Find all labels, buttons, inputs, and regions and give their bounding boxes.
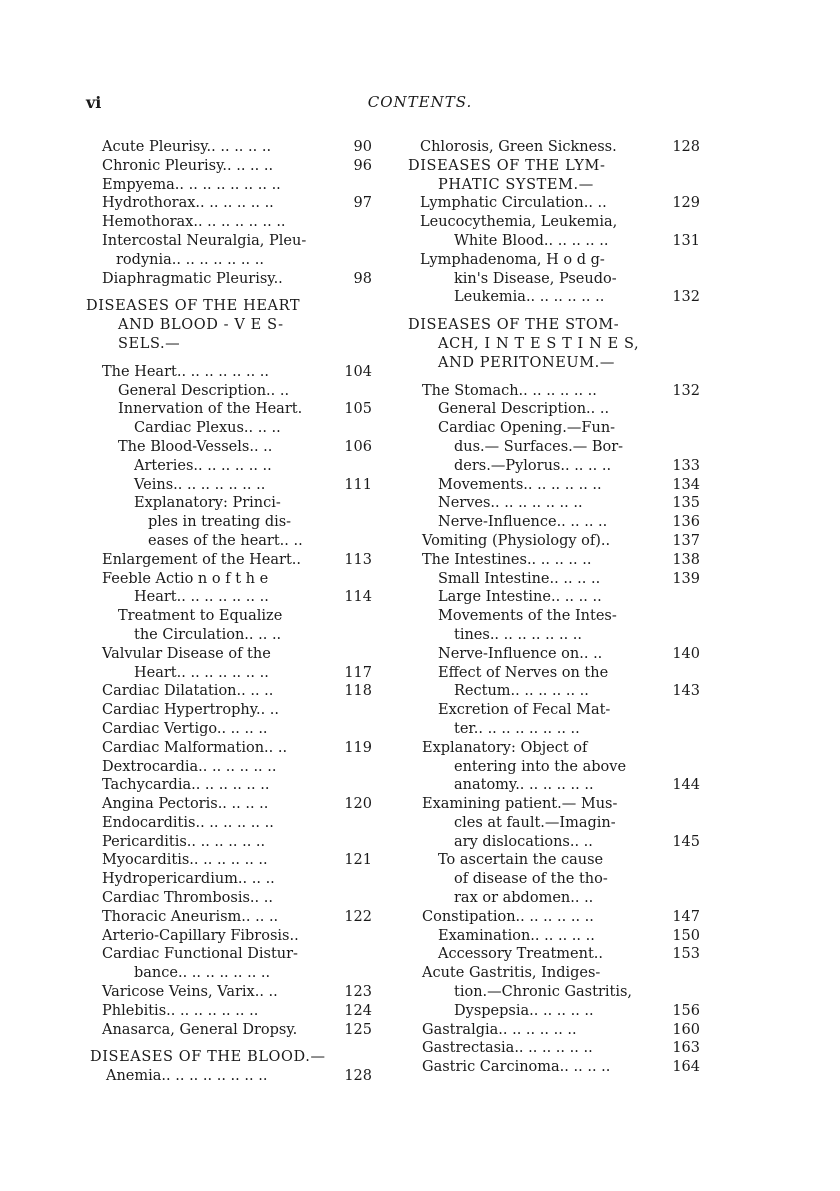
toc-entry (86, 983, 372, 1002)
toc-entry (86, 814, 372, 833)
toc-entry (408, 476, 700, 495)
entry-text: Phlebitis.. .. .. .. .. .. .. (102, 1002, 259, 1019)
entry-page-number: 134 (672, 476, 700, 493)
toc-entry (408, 494, 700, 513)
section-heading (408, 335, 700, 354)
entry-text: Explanatory: Object of (422, 739, 588, 756)
entry-text: anatomy.. .. .. .. .. .. (454, 777, 594, 794)
toc-entry (86, 795, 372, 814)
entry-text: Lymphadenoma, H o d g- (420, 251, 605, 268)
entry-text: Chlorosis, Green Sickness. (420, 139, 617, 155)
entry-text: rax or abdomen.. .. (454, 890, 594, 907)
entry-text: Heart.. .. .. .. .. .. .. (134, 664, 269, 681)
entry-page-number: 143 (672, 683, 700, 700)
toc-entry (408, 682, 700, 701)
toc-entry (86, 570, 372, 589)
entry-text: ary dislocations.. .. (454, 833, 593, 850)
entry-text: AND BLOOD - V E S- (118, 317, 284, 334)
section-heading (86, 316, 372, 335)
entry-page-number: 124 (344, 1002, 372, 1019)
entry-text: Intercostal Neuralgia, Pleu- (102, 232, 307, 249)
entry-page-number: 139 (672, 570, 700, 587)
entry-text: PHATIC SYSTEM.— (438, 176, 594, 193)
entry-text: of disease of the tho- (454, 871, 608, 888)
entry-page-number: 128 (672, 139, 700, 155)
entry-text: DISEASES OF THE STOM- (408, 317, 620, 334)
section-heading (408, 157, 700, 176)
entry-text: Movements of the Intes- (438, 608, 617, 625)
entry-text: tines.. .. .. .. .. .. .. (454, 626, 583, 643)
toc-right-column (408, 138, 700, 1077)
entry-text: Cardiac Opening.—Fun- (438, 420, 616, 437)
entry-text: ders.—Pylorus.. .. .. .. (454, 457, 612, 474)
entry-text: Myocarditis.. .. .. .. .. .. (102, 852, 268, 869)
entry-text: Cardiac Plexus.. .. .. (134, 420, 281, 437)
toc-entry (86, 870, 372, 889)
toc-entry (408, 551, 700, 570)
entry-text: General Description.. .. (438, 401, 610, 418)
entry-page-number: 131 (672, 232, 700, 249)
entry-text: Accessory Treatment.. (438, 946, 604, 963)
entry-text: Veins.. .. .. .. .. .. .. (134, 476, 266, 493)
page-header (0, 93, 840, 117)
entry-page-number: 144 (672, 777, 700, 794)
entry-page-number: 140 (672, 645, 700, 662)
toc-entry (86, 363, 372, 382)
section-heading (408, 354, 700, 373)
toc-entry (86, 382, 372, 401)
entry-page-number: 105 (344, 401, 372, 418)
toc-entry (408, 607, 700, 626)
entry-text: Hydropericardium.. .. .. (102, 871, 275, 888)
toc-entry (408, 513, 700, 532)
entry-page-number: 150 (672, 927, 700, 944)
toc-entry (408, 1058, 700, 1077)
toc-entry (86, 645, 372, 664)
toc-entry (408, 945, 700, 964)
entry-text: The Blood-Vessels.. .. (118, 438, 273, 455)
toc-entry (86, 1002, 372, 1021)
entry-text: bance.. .. .. .. .. .. .. (134, 965, 271, 982)
toc-entry (86, 927, 372, 946)
entry-text: Acute Pleurisy.. .. .. .. .. (102, 139, 272, 155)
entry-page-number: 156 (672, 1002, 700, 1019)
entry-text: ter.. .. .. .. .. .. .. .. (454, 720, 580, 737)
entry-page-number: 117 (344, 664, 372, 681)
entry-text: Endocarditis.. .. .. .. .. .. (102, 814, 274, 831)
entry-text: Valvular Disease of the (102, 645, 271, 662)
toc-entry (86, 513, 372, 532)
page-title: CONTENTS. (367, 93, 473, 111)
entry-text: Cardiac Functional Distur- (102, 946, 298, 963)
toc-entry (86, 1021, 372, 1040)
page-number: vi (86, 93, 102, 112)
entry-text: Nerve-Influence on.. .. (438, 645, 603, 662)
toc-entry (86, 476, 372, 495)
toc-entry (86, 494, 372, 513)
entry-page-number: 135 (672, 495, 700, 512)
toc-entry (408, 588, 700, 607)
entry-text: Diaphragmatic Pleurisy.. (102, 270, 283, 287)
toc-entry (86, 532, 372, 551)
toc-entry (86, 889, 372, 908)
entry-text: The Intestines.. .. .. .. .. (422, 551, 592, 568)
entry-text: SELS.— (118, 335, 181, 352)
entry-text: General Description.. .. (118, 382, 290, 399)
toc-entry (408, 288, 700, 307)
entry-text: cles at fault.—Imagin- (454, 814, 616, 831)
entry-text: Leucocythemia, Leukemia, (420, 214, 618, 231)
toc-entry (86, 157, 372, 176)
entry-text: DISEASES OF THE HEART (86, 298, 301, 315)
toc-entry (408, 382, 700, 401)
toc-entry (86, 964, 372, 983)
entry-text: AND PERITONEUM.— (438, 354, 615, 371)
toc-entry (86, 270, 372, 289)
entry-page-number: 125 (344, 1021, 372, 1038)
entry-text: Anemia.. .. .. .. .. .. .. .. (106, 1068, 268, 1085)
entry-text: Arteries.. .. .. .. .. .. (134, 457, 272, 474)
entry-text: DISEASES OF THE BLOOD.— (90, 1049, 326, 1066)
entry-text: Constipation.. .. .. .. .. .. (422, 908, 594, 925)
entry-text: Anasarca, General Dropsy. (102, 1021, 298, 1038)
toc-entry (86, 232, 372, 251)
entry-text: Cardiac Dilatation.. .. .. (102, 683, 274, 700)
toc-entry (408, 532, 700, 551)
entry-text: Movements.. .. .. .. .. .. (438, 476, 602, 493)
entry-text: Feeble Actio n o f t h e (102, 570, 269, 587)
entry-page-number: 96 (353, 157, 372, 174)
entry-page-number: 138 (672, 551, 700, 568)
toc-entry (408, 419, 700, 438)
entry-text: Cardiac Malformation.. .. (102, 739, 288, 756)
entry-page-number: 111 (344, 476, 372, 493)
toc-entry (408, 776, 700, 795)
toc-entry (408, 701, 700, 720)
toc-entry (408, 138, 700, 157)
toc-entry (86, 776, 372, 795)
entry-text: Arterio-Capillary Fibrosis.. (102, 927, 299, 944)
toc-entry (408, 1021, 700, 1040)
entry-text: Hemothorax.. .. .. .. .. .. .. (102, 214, 286, 231)
entry-text: Large Intestine.. .. .. .. (438, 589, 602, 606)
entry-page-number: 119 (344, 739, 372, 756)
entry-text: Vomiting (Physiology of).. (422, 532, 611, 549)
toc-entry (86, 758, 372, 777)
toc-entry (408, 983, 700, 1002)
entry-page-number: 122 (344, 908, 372, 925)
entry-page-number: 136 (672, 514, 700, 531)
entry-page-number: 132 (672, 382, 700, 399)
toc-entry (86, 138, 372, 157)
toc-entry (408, 570, 700, 589)
toc-entry (408, 927, 700, 946)
entry-page-number: 132 (672, 289, 700, 306)
toc-entry (86, 194, 372, 213)
section-heading (86, 297, 372, 316)
toc-entry (408, 1039, 700, 1058)
toc-entry (86, 626, 372, 645)
entry-page-number: 147 (672, 908, 700, 925)
entry-text: Cardiac Vertigo.. .. .. .. (102, 720, 268, 737)
entry-page-number: 98 (353, 270, 372, 287)
entry-text: Heart.. .. .. .. .. .. .. (134, 589, 269, 606)
entry-text: Treatment to Equalize (118, 608, 283, 625)
entry-page-number: 121 (344, 852, 372, 869)
toc-entry (86, 213, 372, 232)
entry-page-number: 120 (344, 796, 372, 813)
toc-entry (408, 739, 700, 758)
entry-text: Excretion of Fecal Mat- (438, 702, 611, 719)
toc-entry (86, 851, 372, 870)
entry-text: eases of the heart.. .. (148, 532, 303, 549)
entry-text: Gastric Carcinoma.. .. .. .. (422, 1059, 611, 1076)
toc-entry (86, 607, 372, 626)
toc-entry (86, 833, 372, 852)
entry-text: Hydrothorax.. .. .. .. .. .. (102, 195, 274, 212)
entry-page-number: 153 (672, 946, 700, 963)
entry-text: Enlargement of the Heart.. (102, 551, 302, 568)
entry-text: Gastralgia.. .. .. .. .. .. (422, 1021, 577, 1038)
entry-text: ples in treating dis- (148, 514, 292, 531)
entry-text: Dextrocardia.. .. .. .. .. .. (102, 758, 277, 775)
toc-entry (408, 232, 700, 251)
entry-page-number: 90 (353, 139, 372, 155)
toc-entry (408, 213, 700, 232)
entry-text: Nerves.. .. .. .. .. .. .. (438, 495, 583, 512)
entry-page-number: 160 (672, 1021, 700, 1038)
toc-entry (408, 438, 700, 457)
toc-entry (86, 176, 372, 195)
entry-text: Examination.. .. .. .. .. (438, 927, 595, 944)
entry-text: The Stomach.. .. .. .. .. .. (422, 382, 597, 399)
section-heading (86, 335, 372, 354)
toc-entry (86, 251, 372, 270)
entry-text: Thoracic Aneurism.. .. .. (102, 908, 279, 925)
entry-text: Dyspepsia.. .. .. .. .. (454, 1002, 594, 1019)
toc-left-column (86, 138, 372, 1086)
toc-entry (86, 400, 372, 419)
entry-text: entering into the above (454, 758, 627, 775)
toc-entry (86, 438, 372, 457)
entry-page-number: 128 (344, 1068, 372, 1085)
entry-text: To ascertain the cause (438, 852, 604, 869)
entry-text: Gastrectasia.. .. .. .. .. .. (422, 1040, 593, 1057)
toc-entry (408, 795, 700, 814)
entry-page-number: 145 (672, 833, 700, 850)
toc-entry (86, 588, 372, 607)
toc-entry (408, 457, 700, 476)
toc-entry (86, 739, 372, 758)
section-heading (86, 1048, 372, 1067)
toc-entry (86, 664, 372, 683)
toc-entry (86, 720, 372, 739)
toc-entry (86, 682, 372, 701)
toc-entry (408, 889, 700, 908)
entry-page-number: 163 (672, 1040, 700, 1057)
toc-entry (408, 664, 700, 683)
entry-text: Angina Pectoris.. .. .. .. (102, 796, 269, 813)
entry-page-number: 133 (672, 457, 700, 474)
entry-text: dus.— Surfaces.— Bor- (454, 438, 624, 455)
toc-entry (408, 851, 700, 870)
section-heading (408, 176, 700, 195)
entry-text: Innervation of the Heart. (118, 401, 303, 418)
entry-text: kin's Disease, Pseudo- (454, 270, 617, 287)
toc-entry (408, 833, 700, 852)
toc-entry (408, 814, 700, 833)
toc-entry (408, 400, 700, 419)
entry-page-number: 97 (353, 195, 372, 212)
toc-entry (408, 1002, 700, 1021)
entry-text: Examining patient.— Mus- (422, 796, 618, 813)
toc-entry (408, 626, 700, 645)
entry-page-number: 104 (344, 363, 372, 380)
toc-entry (86, 419, 372, 438)
toc-entry (408, 645, 700, 664)
entry-text: ACH, I N T E S T I N E S, (438, 335, 640, 352)
toc-entry (408, 270, 700, 289)
entry-text: Leukemia.. .. .. .. .. .. (454, 289, 605, 306)
toc-entry (408, 251, 700, 270)
entry-text: DISEASES OF THE LYM- (408, 157, 606, 174)
entry-text: Effect of Nerves on the (438, 664, 609, 681)
entry-text: Tachycardia.. .. .. .. .. .. (102, 777, 270, 794)
entry-page-number: 114 (344, 589, 372, 606)
entry-text: Pericarditis.. .. .. .. .. .. (102, 833, 266, 850)
entry-text: Cardiac Hypertrophy.. .. (102, 702, 280, 719)
section-heading (408, 316, 700, 335)
entry-text: Rectum.. .. .. .. .. .. (454, 683, 589, 700)
entry-text: Varicose Veins, Varix.. .. (102, 984, 278, 1001)
toc-entry (86, 945, 372, 964)
entry-text: Chronic Pleurisy.. .. .. .. (102, 157, 274, 174)
entry-page-number: 113 (344, 551, 372, 568)
toc-entry (86, 908, 372, 927)
toc-entry (86, 701, 372, 720)
entry-text: Small Intestine.. .. .. .. (438, 570, 601, 587)
toc-entry (86, 551, 372, 570)
entry-text: Cardiac Thrombosis.. .. (102, 890, 273, 907)
entry-page-number: 164 (672, 1059, 700, 1076)
entry-text: Empyema.. .. .. .. .. .. .. .. (102, 176, 281, 193)
entry-text: Nerve-Influence.. .. .. .. (438, 514, 608, 531)
entry-page-number: 106 (344, 438, 372, 455)
toc-entry (408, 194, 700, 213)
toc-entry (408, 870, 700, 889)
toc-entry (86, 1067, 372, 1086)
entry-page-number: 123 (344, 984, 372, 1001)
toc-entry (408, 758, 700, 777)
toc-entry (408, 964, 700, 983)
toc-entry (408, 720, 700, 739)
entry-page-number: 118 (344, 683, 372, 700)
entry-page-number: 129 (672, 195, 700, 212)
entry-text: White Blood.. .. .. .. .. (454, 232, 609, 249)
entry-text: Explanatory: Princi- (134, 495, 281, 512)
entry-text: tion.—Chronic Gastritis, (454, 984, 633, 1001)
entry-page-number: 137 (672, 532, 700, 549)
entry-text: Lymphatic Circulation.. .. (420, 195, 607, 212)
entry-text: Acute Gastritis, Indiges- (422, 965, 601, 982)
entry-text: The Heart.. .. .. .. .. .. .. (102, 363, 270, 380)
toc-entry (86, 457, 372, 476)
entry-text: rodynia.. .. .. .. .. .. .. (116, 251, 264, 268)
toc-entry (408, 908, 700, 927)
entry-text: the Circulation.. .. .. (134, 626, 282, 643)
